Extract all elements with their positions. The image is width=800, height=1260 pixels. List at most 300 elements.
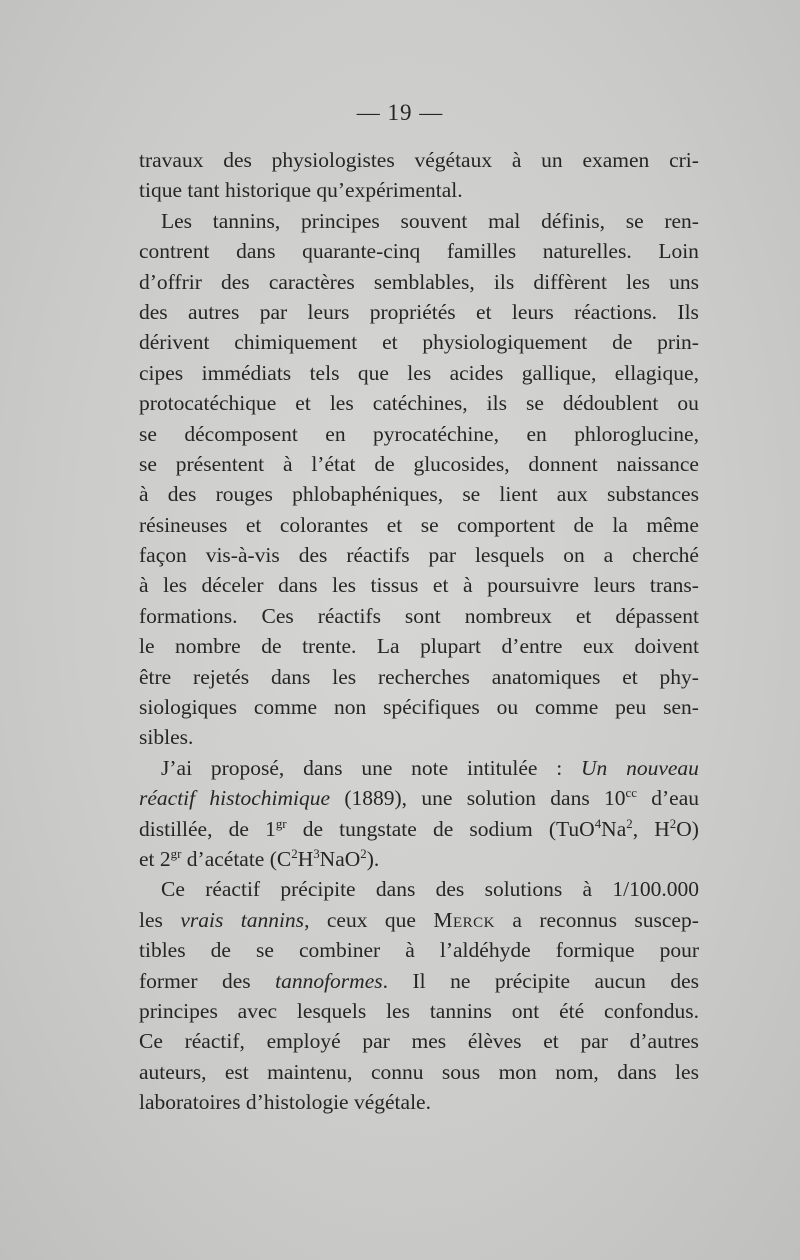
word: [261, 601, 293, 631]
word: [494, 267, 514, 297]
word: [383, 692, 480, 722]
word: [430, 996, 492, 1026]
word: [574, 510, 594, 540]
word: [139, 175, 182, 205]
word: [272, 145, 395, 175]
word: [582, 145, 649, 175]
text-fragment: les: [163, 573, 187, 598]
word: [604, 783, 637, 813]
text-fragment: les: [386, 998, 410, 1023]
word: [617, 1057, 656, 1087]
word: [344, 783, 407, 813]
text-fragment: auteurs,: [139, 1059, 207, 1084]
word: [670, 966, 699, 996]
text-fragment: un: [541, 148, 563, 172]
text-fragment: formique: [555, 938, 635, 963]
text-line: [139, 449, 699, 479]
word: [556, 935, 635, 965]
text-line: [139, 1026, 699, 1056]
text-fragment: uns: [669, 269, 699, 294]
text-fragment: histochimique: [209, 786, 331, 811]
text-fragment: comme: [253, 695, 318, 720]
word: [311, 449, 355, 479]
text-fragment: physiologiquement: [422, 330, 588, 355]
word: [206, 540, 280, 570]
word: [211, 935, 231, 965]
word: [370, 297, 456, 327]
word: [234, 327, 357, 357]
text-fragment: aucun: [594, 968, 646, 993]
text-fragment: et: [575, 603, 592, 628]
text-line: [139, 479, 699, 509]
word: [386, 996, 410, 1026]
text-fragment: formations.: [139, 603, 238, 628]
text-fragment: définis,: [541, 208, 605, 233]
text-fragment: prin-: [657, 330, 699, 355]
word: [308, 297, 350, 327]
word: [339, 814, 417, 844]
word: [583, 631, 614, 661]
text-fragment: vis-à-vis: [205, 543, 280, 568]
text-fragment: mes: [411, 1029, 447, 1054]
text-fragment: rejetés: [193, 664, 250, 689]
text-fragment: acides: [449, 360, 504, 385]
text-fragment: comportent: [457, 512, 556, 537]
text-fragment: d’entre: [501, 634, 563, 659]
text-fragment: déceler: [201, 573, 264, 598]
word: [318, 601, 381, 631]
text-line: [139, 236, 699, 266]
word: [358, 358, 389, 388]
word: [371, 1057, 424, 1087]
text-fragment: par: [580, 1029, 608, 1054]
text-fragment: ont: [511, 998, 540, 1023]
word: [283, 449, 293, 479]
word: [193, 662, 249, 692]
word: [139, 449, 157, 479]
text-fragment: familles: [446, 239, 517, 264]
text-fragment: et: [432, 573, 449, 598]
text-fragment: Merck: [433, 907, 495, 932]
text-line: [139, 1087, 699, 1117]
word: [376, 874, 415, 904]
word: [325, 419, 345, 449]
text-fragment: H: [654, 816, 670, 841]
word: [594, 570, 636, 600]
text-fragment: phloroglucine,: [574, 421, 699, 446]
word: [371, 570, 419, 600]
word: [576, 601, 592, 631]
word: [139, 814, 212, 844]
text-fragment: solution: [466, 786, 536, 811]
word: [270, 844, 380, 874]
text-fragment: tels: [309, 360, 340, 385]
text-fragment: ou: [496, 695, 519, 720]
word: [139, 722, 193, 752]
text-fragment: glucosides,: [413, 451, 510, 476]
text-fragment: naissance: [616, 451, 699, 476]
word: [450, 358, 504, 388]
word: [295, 388, 311, 418]
word: [550, 783, 589, 813]
word: [660, 662, 699, 692]
text-fragment: leurs: [593, 573, 636, 598]
text-fragment: d’offrir: [139, 269, 202, 294]
word: [487, 570, 579, 600]
text-fragment: cc: [625, 786, 637, 801]
text-fragment: .: [382, 968, 388, 993]
text-line: [139, 844, 699, 874]
word: [269, 267, 355, 297]
word: [420, 631, 481, 661]
word: [161, 753, 192, 783]
text-fragment: d’histologie: [245, 1090, 349, 1115]
text-fragment: et: [622, 664, 638, 689]
text-fragment: Loin: [658, 239, 699, 264]
text-fragment: été: [559, 998, 585, 1023]
word: [139, 510, 227, 540]
text-fragment: phy-: [659, 664, 699, 689]
word: [526, 419, 546, 449]
word: [512, 145, 522, 175]
text-fragment: poursuivre: [487, 573, 580, 598]
word: [361, 753, 392, 783]
text-fragment: confondus.: [604, 998, 699, 1023]
text-line: [139, 905, 699, 935]
word: [669, 267, 699, 297]
word: [412, 966, 425, 996]
word: [362, 1026, 389, 1056]
text-fragment: nombreux: [464, 603, 552, 628]
word: [502, 631, 563, 661]
word: [555, 1057, 599, 1087]
text-fragment: principes: [300, 208, 380, 233]
word: [488, 206, 520, 236]
text-fragment: solutions: [484, 877, 563, 902]
text-fragment: recherches: [377, 664, 470, 689]
word: [422, 327, 587, 357]
text-fragment: est: [224, 1059, 249, 1084]
word: [660, 935, 699, 965]
word: [139, 419, 157, 449]
text-fragment: employé: [266, 1029, 341, 1054]
word: [139, 996, 218, 1026]
text-fragment: se: [625, 208, 644, 233]
text-fragment: ellagique,: [614, 360, 699, 385]
text-fragment: réactif,: [184, 1029, 245, 1054]
text-fragment: même: [646, 512, 699, 537]
text-fragment: à: [139, 482, 149, 507]
word: [475, 540, 544, 570]
word: [139, 358, 183, 388]
text-fragment: ils: [493, 269, 515, 294]
word: [332, 662, 356, 692]
text-fragment: distillée,: [139, 816, 213, 841]
word: [630, 1026, 699, 1056]
word: [533, 267, 607, 297]
word: [485, 874, 563, 904]
word: [225, 1057, 249, 1087]
text-line: [139, 722, 699, 752]
word: [221, 267, 250, 297]
word: [280, 874, 355, 904]
text-line: [139, 662, 699, 692]
text-fragment: ren-: [664, 208, 699, 233]
text-fragment: les: [139, 907, 163, 932]
text-fragment: sont: [404, 603, 441, 628]
text-fragment: l’aldéhyde: [439, 938, 531, 963]
text-line: [139, 753, 699, 783]
text-fragment: se: [462, 482, 481, 507]
word: [487, 388, 507, 418]
text-fragment: propriétés: [369, 299, 456, 324]
text-fragment: lient: [499, 482, 538, 507]
text-fragment: par: [362, 1029, 390, 1054]
text-fragment: sodium: [469, 816, 533, 841]
text-line: [139, 510, 699, 540]
text-fragment: les: [407, 360, 432, 385]
text-fragment: se: [139, 451, 157, 476]
text-fragment: que: [357, 360, 389, 385]
word: [139, 692, 237, 722]
text-fragment: le: [139, 634, 155, 659]
word: [303, 814, 323, 844]
word: [139, 1057, 206, 1087]
word: [556, 753, 562, 783]
text-fragment: et: [139, 846, 155, 871]
text-fragment: des: [139, 299, 168, 324]
text-fragment: les: [332, 573, 356, 598]
word: [139, 540, 187, 570]
text-fragment: gr: [170, 846, 182, 861]
word: [303, 753, 342, 783]
word: [413, 449, 509, 479]
text-fragment: dans: [270, 664, 311, 689]
text-fragment: naturelles.: [542, 239, 632, 264]
text-fragment: anatomiques: [491, 664, 601, 689]
word: [651, 783, 699, 813]
word: [373, 388, 468, 418]
text-fragment: réactif: [139, 786, 196, 811]
word: [275, 966, 388, 996]
text-fragment: 2: [626, 816, 633, 831]
text-fragment: cipes: [139, 360, 184, 385]
text-fragment: (TuO: [548, 816, 595, 841]
word: [385, 905, 416, 935]
text-fragment: phlobaphéniques,: [292, 482, 444, 507]
text-fragment: se: [256, 938, 274, 963]
text-fragment: catéchines,: [372, 391, 468, 416]
word: [280, 510, 368, 540]
text-fragment: nom,: [555, 1059, 599, 1084]
text-fragment: historique: [225, 178, 311, 203]
word: [634, 905, 698, 935]
word: [421, 510, 439, 540]
text-line: [139, 388, 699, 418]
word: [512, 996, 539, 1026]
text-fragment: se: [139, 421, 157, 446]
text-fragment: nombre: [175, 634, 241, 659]
word: [261, 631, 281, 661]
text-fragment: des: [298, 543, 328, 568]
text-line: [139, 540, 699, 570]
word: [139, 327, 209, 357]
word: [139, 905, 163, 935]
text-line: [139, 570, 699, 600]
word: [184, 419, 297, 449]
word: [535, 692, 598, 722]
word: [622, 662, 638, 692]
text-fragment: et: [295, 391, 311, 416]
word: [580, 1026, 607, 1056]
text-fragment: 1/100.000: [612, 877, 699, 902]
word: [440, 935, 531, 965]
text-fragment: à: [405, 938, 415, 963]
text-fragment: travaux: [139, 148, 204, 172]
text-fragment: chimiquement: [234, 330, 358, 355]
text-fragment: Les: [161, 208, 193, 233]
text-fragment: tannins: [240, 907, 305, 932]
text-line: [139, 631, 699, 661]
text-line: [139, 783, 699, 813]
word: [223, 145, 252, 175]
word: [467, 783, 536, 813]
text-fragment: ils: [486, 391, 507, 416]
word: [139, 297, 168, 327]
text-fragment: à: [139, 573, 149, 598]
text-fragment: élèves: [467, 1029, 522, 1054]
text-fragment: mal: [488, 208, 521, 233]
word: [316, 175, 462, 205]
word: [497, 692, 519, 722]
word: [559, 996, 584, 1026]
word: [222, 966, 251, 996]
text-fragment: nouveau: [626, 755, 699, 780]
word: [499, 479, 537, 509]
text-fragment: dépassent: [615, 603, 699, 628]
text-fragment: Ils: [677, 299, 699, 324]
word: [139, 388, 276, 418]
word: [626, 753, 699, 783]
text-fragment: et: [245, 512, 262, 537]
word: [522, 358, 597, 388]
word: [405, 935, 415, 965]
word: [139, 662, 171, 692]
text-fragment: dans: [375, 877, 416, 902]
text-fragment: les: [332, 664, 357, 689]
word: [612, 874, 699, 904]
word: [635, 631, 700, 661]
word: [604, 540, 614, 570]
text-fragment: des: [167, 482, 197, 507]
text-fragment: façon: [139, 543, 187, 568]
text-fragment: plupart: [420, 634, 482, 659]
text-fragment: Na: [601, 816, 627, 841]
text-fragment: ).: [366, 846, 380, 871]
word: [332, 570, 356, 600]
text-fragment: caractères: [268, 269, 355, 294]
word: [476, 297, 492, 327]
word: [180, 905, 223, 935]
word: [442, 1057, 480, 1087]
text-fragment: reconnus: [539, 907, 617, 932]
word: [447, 236, 516, 266]
word: [669, 145, 699, 175]
body-text: [139, 145, 699, 1118]
word: [168, 479, 197, 509]
text-fragment: les: [626, 269, 650, 294]
word: [139, 631, 155, 661]
text-line: [139, 1057, 699, 1087]
word: [654, 814, 699, 844]
text-fragment: Il: [412, 968, 426, 993]
text-fragment: doivent: [634, 634, 699, 659]
text-fragment: des: [221, 968, 251, 993]
text-fragment: 2: [360, 846, 367, 861]
text-fragment: de: [228, 816, 249, 841]
text-fragment: quarante-cinq: [302, 239, 421, 264]
word: [256, 935, 274, 965]
text-fragment: intitulée: [466, 755, 538, 780]
text-fragment: 2: [291, 846, 298, 861]
word: [433, 905, 495, 935]
word: [267, 1026, 341, 1056]
word: [160, 844, 182, 874]
text-fragment: sibles.: [139, 725, 194, 750]
word: [574, 297, 657, 327]
text-fragment: en: [325, 421, 346, 446]
text-fragment: pour: [659, 938, 699, 963]
word: [495, 966, 570, 996]
text-fragment: des: [435, 877, 465, 902]
word: [436, 874, 465, 904]
word: [139, 601, 238, 631]
word: [411, 753, 448, 783]
word: [301, 206, 380, 236]
text-fragment: réactif: [205, 877, 261, 902]
word: [664, 206, 699, 236]
text-fragment: (C: [269, 846, 292, 871]
text-fragment: ,: [632, 816, 639, 841]
word: [512, 905, 522, 935]
text-fragment: par: [259, 299, 288, 324]
word: [612, 510, 628, 540]
word: [176, 449, 264, 479]
word: [646, 510, 699, 540]
text-fragment: cri-: [669, 148, 699, 172]
text-line: [139, 874, 699, 904]
word: [265, 814, 287, 844]
word: [387, 510, 403, 540]
text-fragment: donnent: [528, 451, 598, 476]
word: [543, 236, 632, 266]
text-fragment: une: [361, 755, 393, 780]
text-fragment: par: [428, 543, 456, 568]
word: [414, 145, 492, 175]
word: [421, 783, 452, 813]
word: [374, 267, 475, 297]
text-line: [139, 206, 699, 236]
word: [657, 327, 699, 357]
text-fragment: comme: [535, 695, 599, 720]
text-fragment: dans: [303, 755, 343, 780]
text-fragment: semblables,: [373, 269, 475, 294]
word: [139, 935, 186, 965]
text-fragment: note: [411, 755, 449, 780]
word: [626, 267, 650, 297]
text-fragment: végétale.: [353, 1090, 431, 1115]
text-fragment: les: [329, 391, 354, 416]
